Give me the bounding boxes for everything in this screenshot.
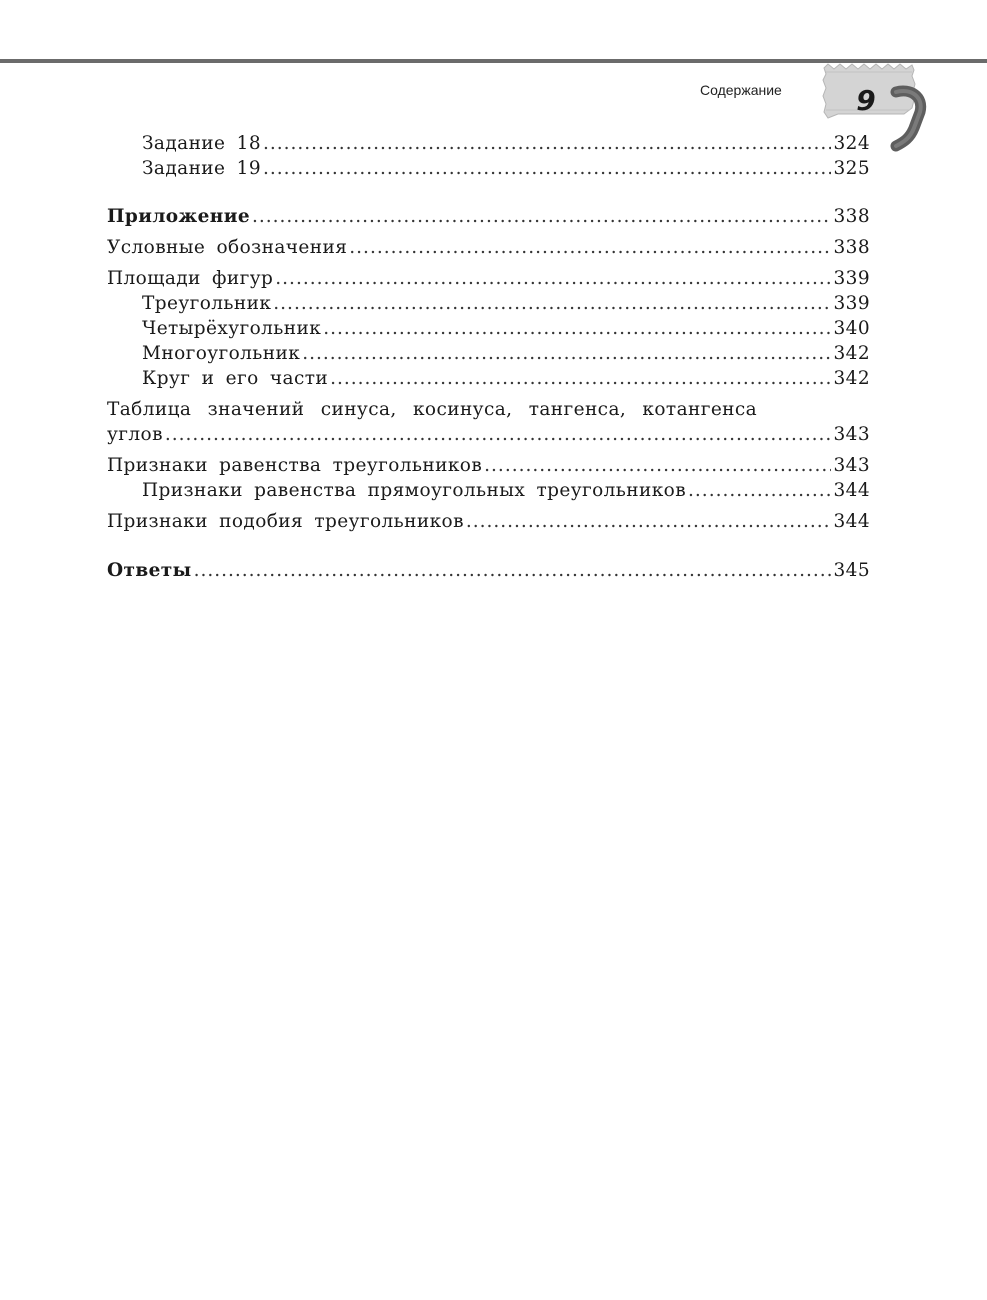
page-number: 9: [856, 84, 876, 117]
toc-entry-page: 339: [833, 293, 870, 314]
toc-entry-label: Задание 19: [142, 158, 262, 179]
toc-entry-similarity[interactable]: [107, 510, 870, 534]
toc-entry-page: 343: [833, 455, 870, 476]
toc-entry-task-19[interactable]: [107, 157, 870, 181]
toc-entry-congruence[interactable]: [107, 454, 870, 478]
toc-entry-label: Приложение: [107, 206, 250, 227]
toc-entry-label: Площади фигур: [107, 268, 274, 289]
toc-entry-label: Круг и его части: [142, 368, 329, 389]
toc-entry-right-congruence[interactable]: [107, 479, 870, 503]
dot-leader: [275, 267, 831, 291]
dot-leader: [466, 510, 832, 534]
dot-leader: [273, 292, 831, 316]
toc-entry-label: Признаки подобия треугольников: [107, 511, 464, 532]
toc-entry-label: Таблица значений синуса, косинуса, тангенса, котангенса: [107, 399, 758, 420]
toc-entry-label: Признаки равенства треугольников: [107, 455, 483, 476]
toc-entry-quadrilateral[interactable]: [107, 317, 870, 341]
dot-leader: [484, 454, 831, 478]
dot-leader: [330, 367, 831, 391]
toc-entry-areas[interactable]: [107, 267, 870, 291]
toc-entry-label: Задание 18: [142, 133, 262, 154]
toc-entry-circle[interactable]: [107, 367, 870, 391]
toc-entry-page: 345: [833, 560, 870, 581]
dot-leader: [165, 423, 832, 447]
toc-entry-page: 324: [833, 133, 870, 154]
toc-entry-page: 342: [833, 343, 870, 364]
toc-entry-page: 338: [833, 206, 870, 227]
dot-leader: [688, 479, 831, 503]
dot-leader: [263, 157, 831, 181]
toc-entry-label: Признаки равенства прямоугольных треугольников: [142, 480, 687, 501]
toc-entry-page: 344: [833, 480, 870, 501]
toc-entry-appendix[interactable]: [107, 205, 870, 229]
dot-leader: [323, 317, 831, 341]
toc-entry-page: 338: [833, 237, 870, 258]
toc-entry-triangle[interactable]: [107, 292, 870, 316]
toc-entry-page: 343: [833, 424, 870, 445]
toc-entry-task-18[interactable]: [107, 132, 870, 156]
dot-leader: [252, 205, 831, 229]
toc-entry-page: 340: [833, 318, 870, 339]
toc-entry-page: 339: [833, 268, 870, 289]
toc-entry-answers[interactable]: [107, 559, 870, 583]
toc-entry-label: Треугольник: [142, 293, 272, 314]
toc-entry-notation[interactable]: [107, 236, 870, 260]
dot-leader: [263, 132, 831, 156]
toc-entry-trig-table-cont[interactable]: [107, 423, 870, 447]
toc-entry-label: Ответы: [107, 560, 192, 581]
toc-entry-label: Условные обозначения: [107, 237, 348, 258]
toc-entry-trig-table[interactable]: [107, 398, 870, 422]
toc-entry-page: 344: [833, 511, 870, 532]
dot-leader: [194, 559, 832, 583]
toc-entry-label: углов: [107, 424, 163, 445]
toc-entry-label: Четырёхугольник: [142, 318, 322, 339]
toc-entry-polygon[interactable]: [107, 342, 870, 366]
toc-entry-page: 342: [833, 368, 870, 389]
dot-leader: [302, 342, 831, 366]
dot-leader: [349, 236, 831, 260]
running-title: Содержание: [700, 82, 782, 98]
toc-entry-page: 325: [833, 158, 870, 179]
toc-entry-label: Многоугольник: [142, 343, 301, 364]
